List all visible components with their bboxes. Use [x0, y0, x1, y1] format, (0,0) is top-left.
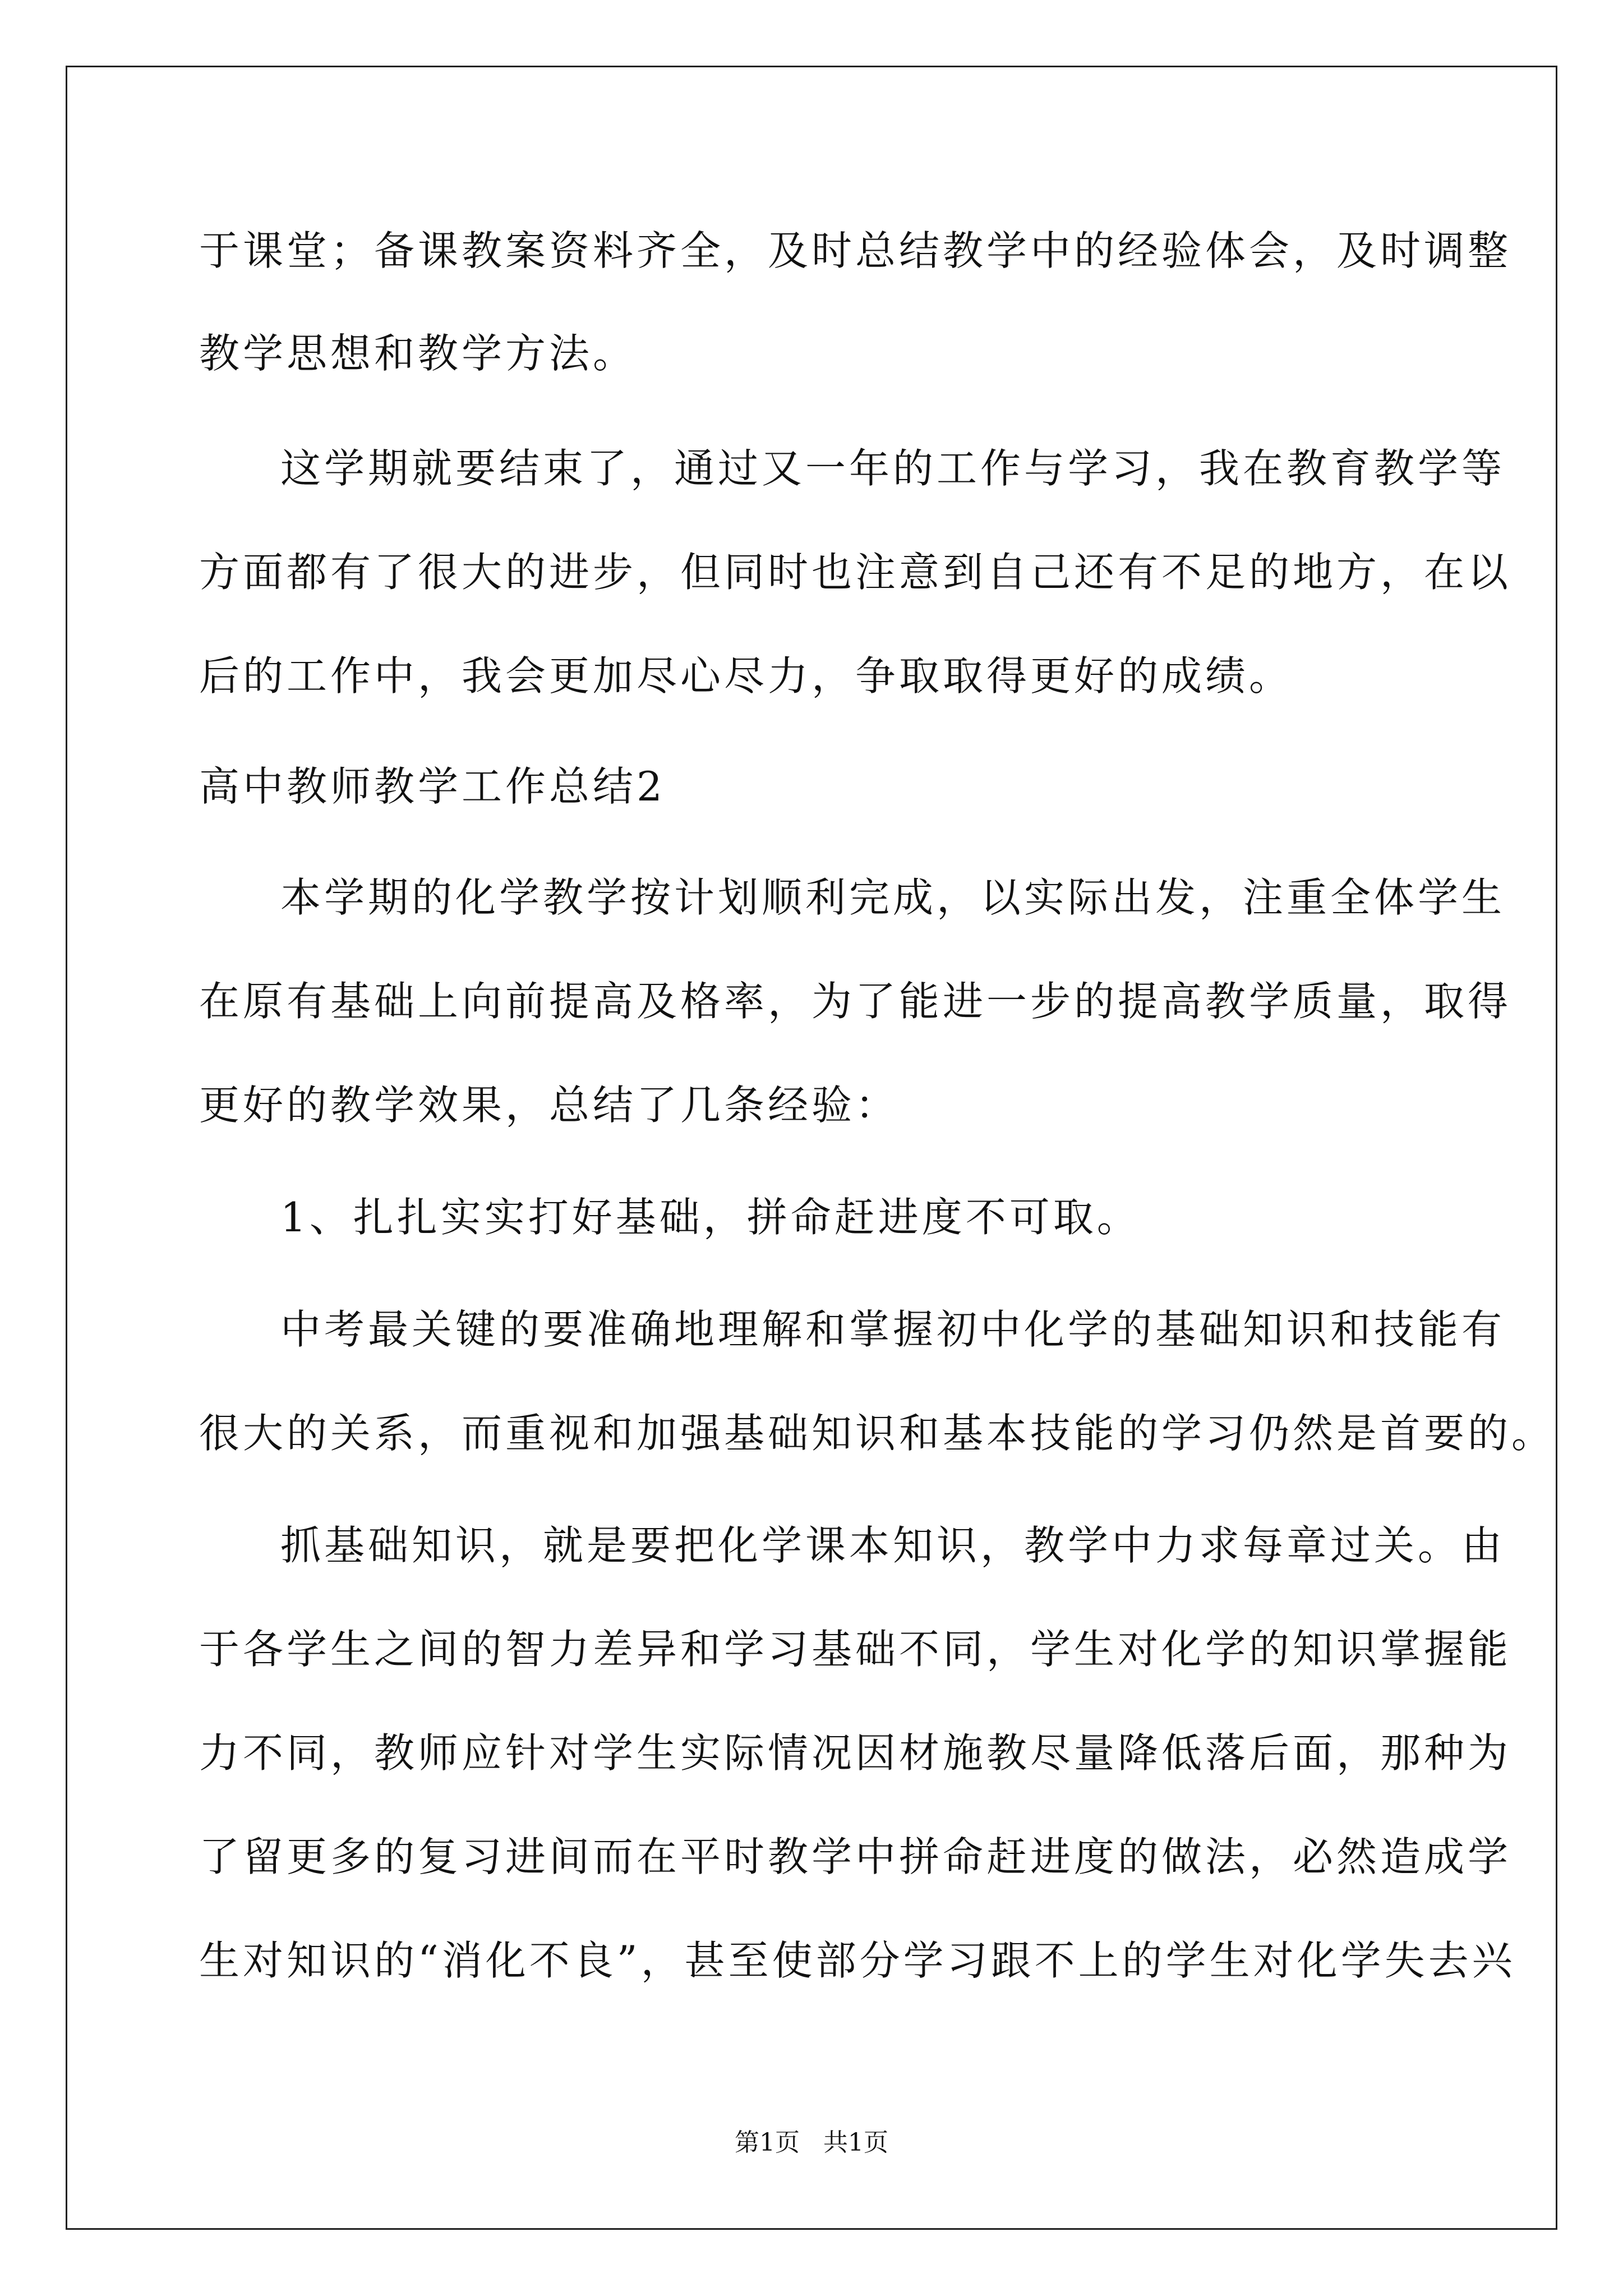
text-line-5: 后的工作中，我会更加尽心尽力，争取取得更好的成绩。 — [199, 652, 1293, 700]
text-line-1: 于课堂；备课教案资料齐全，及时总结教学中的经验体会，及时调整 — [199, 227, 1512, 274]
text-line-17: 生对知识的“消化不良”，甚至使部分学习跟不上的学生对化学失去兴 — [199, 1937, 1516, 1984]
text-line-16: 了留更多的复习进间而在平时教学中拼命赶进度的做法，必然造成学 — [199, 1833, 1512, 1880]
text-line-11: 中考最关键的要准确地理解和掌握初中化学的基础知识和技能有 — [280, 1306, 1506, 1353]
text-line-3: 这学期就要结束了，通过又一年的工作与学习，我在教育教学等 — [280, 445, 1506, 492]
text-line-9: 更好的教学效果，总结了几条经验： — [199, 1082, 900, 1129]
page-footer — [0, 2126, 1623, 2160]
page-border — [66, 66, 1557, 2230]
text-line-14: 于各学生之间的智力差异和学习基础不同，学生对化学的知识掌握能 — [199, 1626, 1512, 1673]
text-line-15: 力不同，教师应针对学生实际情况因材施教尽量降低落后面，那种为 — [199, 1729, 1512, 1777]
text-line-13: 抓基础知识，就是要把化学课本知识，教学中力求每章过关。由 — [280, 1522, 1506, 1569]
section-heading: 高中教师教学工作总结2 — [199, 763, 666, 810]
text-line-8: 在原有基础上向前提高及格率，为了能进一步的提高教学质量，取得 — [199, 978, 1512, 1025]
text-line-7: 本学期的化学教学按计划顺利完成，以实际出发，注重全体学生 — [280, 874, 1506, 921]
text-line-2: 教学思想和教学方法。 — [199, 330, 637, 377]
page-total: 共1页 — [823, 2128, 888, 2157]
list-item-1: 1、扎扎实实打好基础，拼命赶进度不可取。 — [280, 1194, 1141, 1241]
page-number: 第1页 — [735, 2128, 800, 2157]
text-line-4: 方面都有了很大的进步，但同时也注意到自己还有不足的地方，在以 — [199, 549, 1512, 596]
text-line-12: 很大的关系，而重视和加强基础知识和基本技能的学习仍然是首要的。 — [199, 1410, 1556, 1457]
